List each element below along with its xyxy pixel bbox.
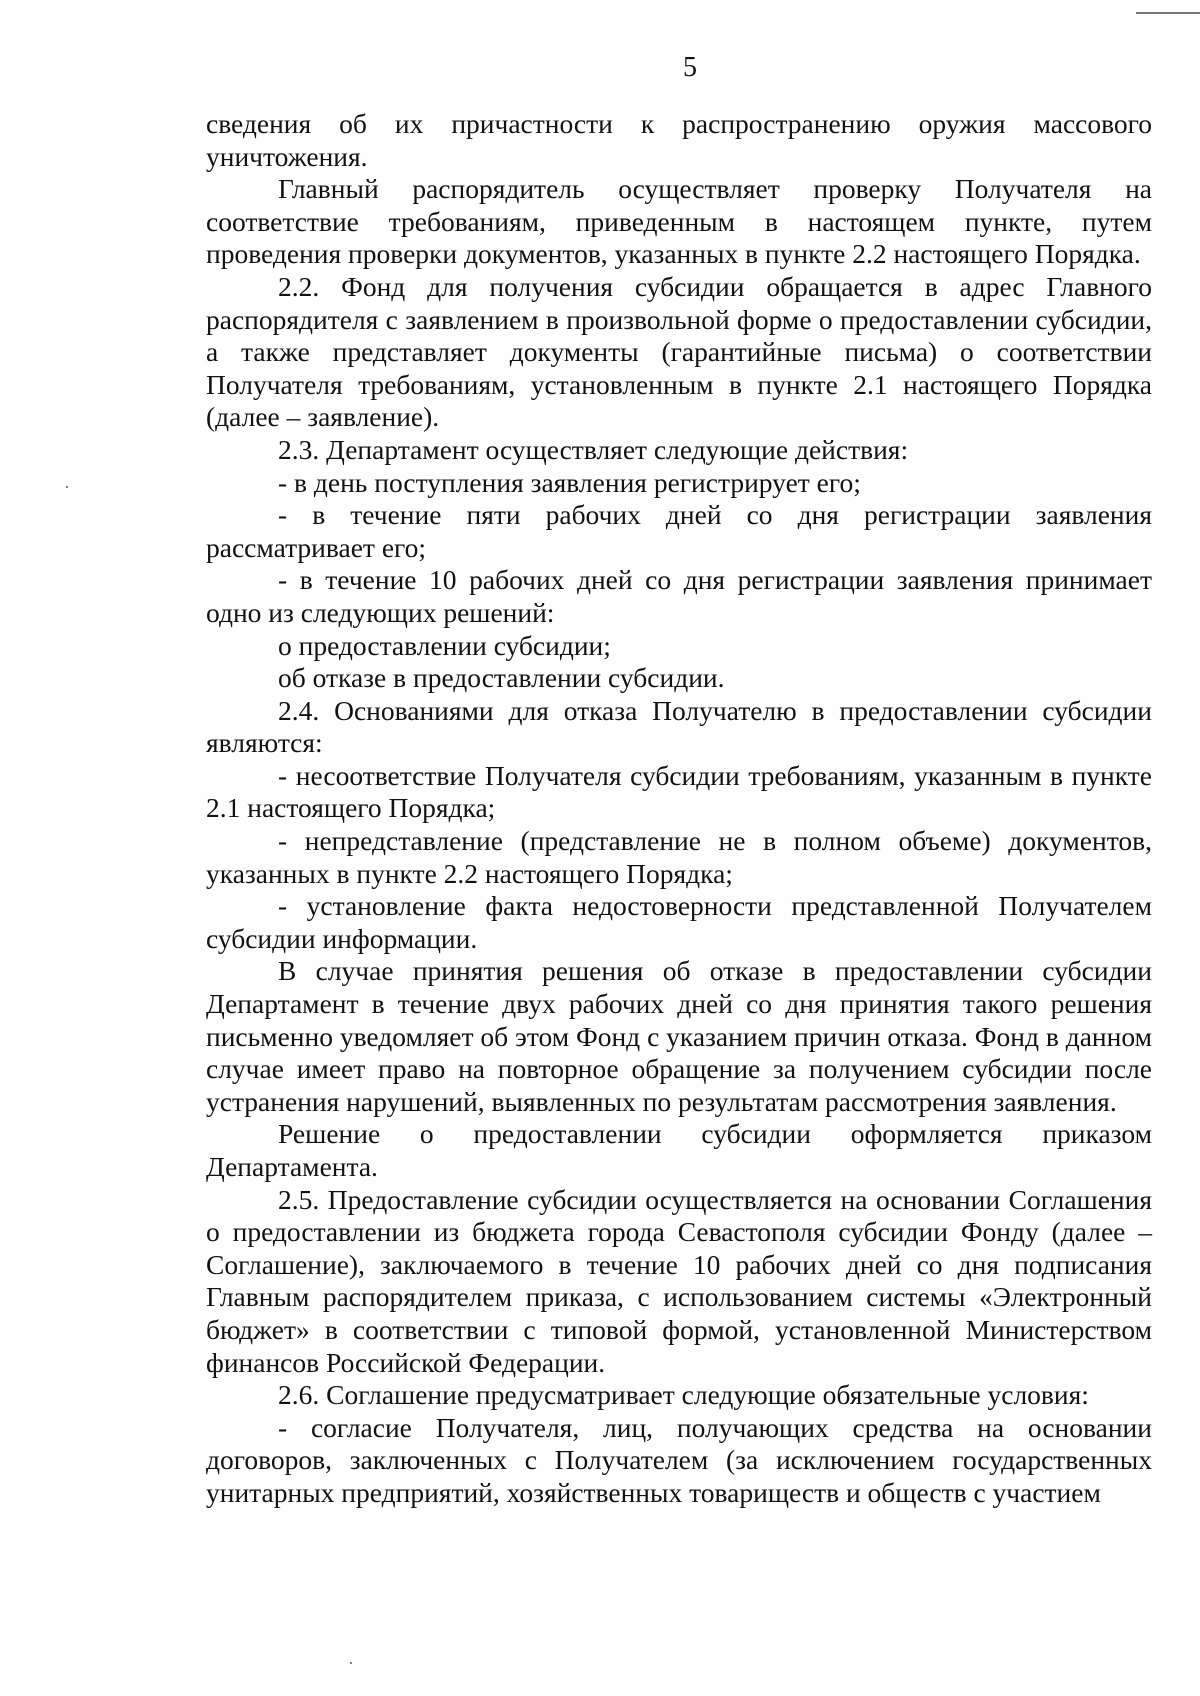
paragraph: Главный распорядитель осуществляет проверку Получателя на соответствие требованиям, приведенным в настоящем пункте, путем проведения проверки документов, указанных в пункте 2.2 настоящего Порядка.: [206, 173, 1152, 270]
scan-edge-mark: [1136, 0, 1200, 14]
paragraph: 2.6. Соглашение предусматривает следующие обязательные условия:: [278, 1379, 1089, 1411]
paragraph: 2.3. Департамент осуществляет следующие действия:: [278, 433, 909, 465]
paragraph: 2.2. Фонд для получения субсидии обращается в адрес Главного распорядителя с заявлением в произвольной форме о предоставлении субсидии, а также представляет документы (гарантийные письма) о соответствии Получателя требованиям, установленным в пункте 2.1 настоящего Порядка (далее – заявление).: [206, 270, 1152, 433]
document-body: [206, 108, 1152, 1510]
paragraph: - в течение 10 рабочих дней со дня регистрации заявления принимает одно из следующих решений:: [206, 564, 1152, 628]
paragraph: сведения об их причастности к распространению оружия массового уничтожения.: [206, 108, 1152, 172]
paragraph: - в день поступления заявления регистрирует его;: [278, 466, 861, 498]
paragraph: 2.4. Основаниями для отказа Получателю в предоставлении субсидии являются:: [206, 694, 1152, 759]
paragraph: В случае принятия решения об отказе в предоставлении субсидии Департамент в течение двух рабочих дней со дня принятия такого решения письменно уведомляет об этом Фонд с указанием причин отказа. Фонд в данном случае имеет право на повторное обращение за получением субсидии после устранения нарушений, выявленных по результатам рассмотрения заявления.: [206, 955, 1152, 1117]
paragraph: - установление факта недостоверности представленной Получателем субсидии информации.: [206, 890, 1152, 954]
paragraph: - в течение пяти рабочих дней со дня регистрации заявления рассматривает его;: [206, 499, 1152, 563]
paragraph: - согласие Получателя, лиц, получающих средства на основании договоров, заключенных с Получателем (за исключением государственных унитарных предприятий, хозяйственных товариществ и обществ с участием: [206, 1411, 1152, 1508]
page-number: 5: [683, 52, 697, 83]
paragraph: Решение о предоставлении субсидии оформляется приказом Департамента.: [206, 1118, 1152, 1182]
paragraph: - несоответствие Получателя субсидии требованиям, указанным в пункте 2.1 настоящего Порядка;: [206, 759, 1152, 824]
scan-speck: [66, 486, 68, 488]
paragraph: - непредставление (представление не в полном объеме) документов, указанных в пункте 2.2 настоящего Порядка;: [206, 825, 1152, 889]
scan-speck: [350, 1662, 352, 1664]
paragraph: об отказе в предоставлении субсидии.: [278, 662, 725, 694]
paragraph: 2.5. Предоставление субсидии осуществляется на основании Соглашения о предоставлении из бюджета города Севастополя субсидии Фонду (далее – Соглашение), заключаемого в течение 10 рабочих дней со дня подписания Главным распорядителем приказа, с использованием системы «Электронный бюджет» в соответствии с типовой формой, установленной Министерством финансов Российской Федерации.: [206, 1183, 1152, 1378]
paragraph: о предоставлении субсидии;: [278, 629, 611, 661]
